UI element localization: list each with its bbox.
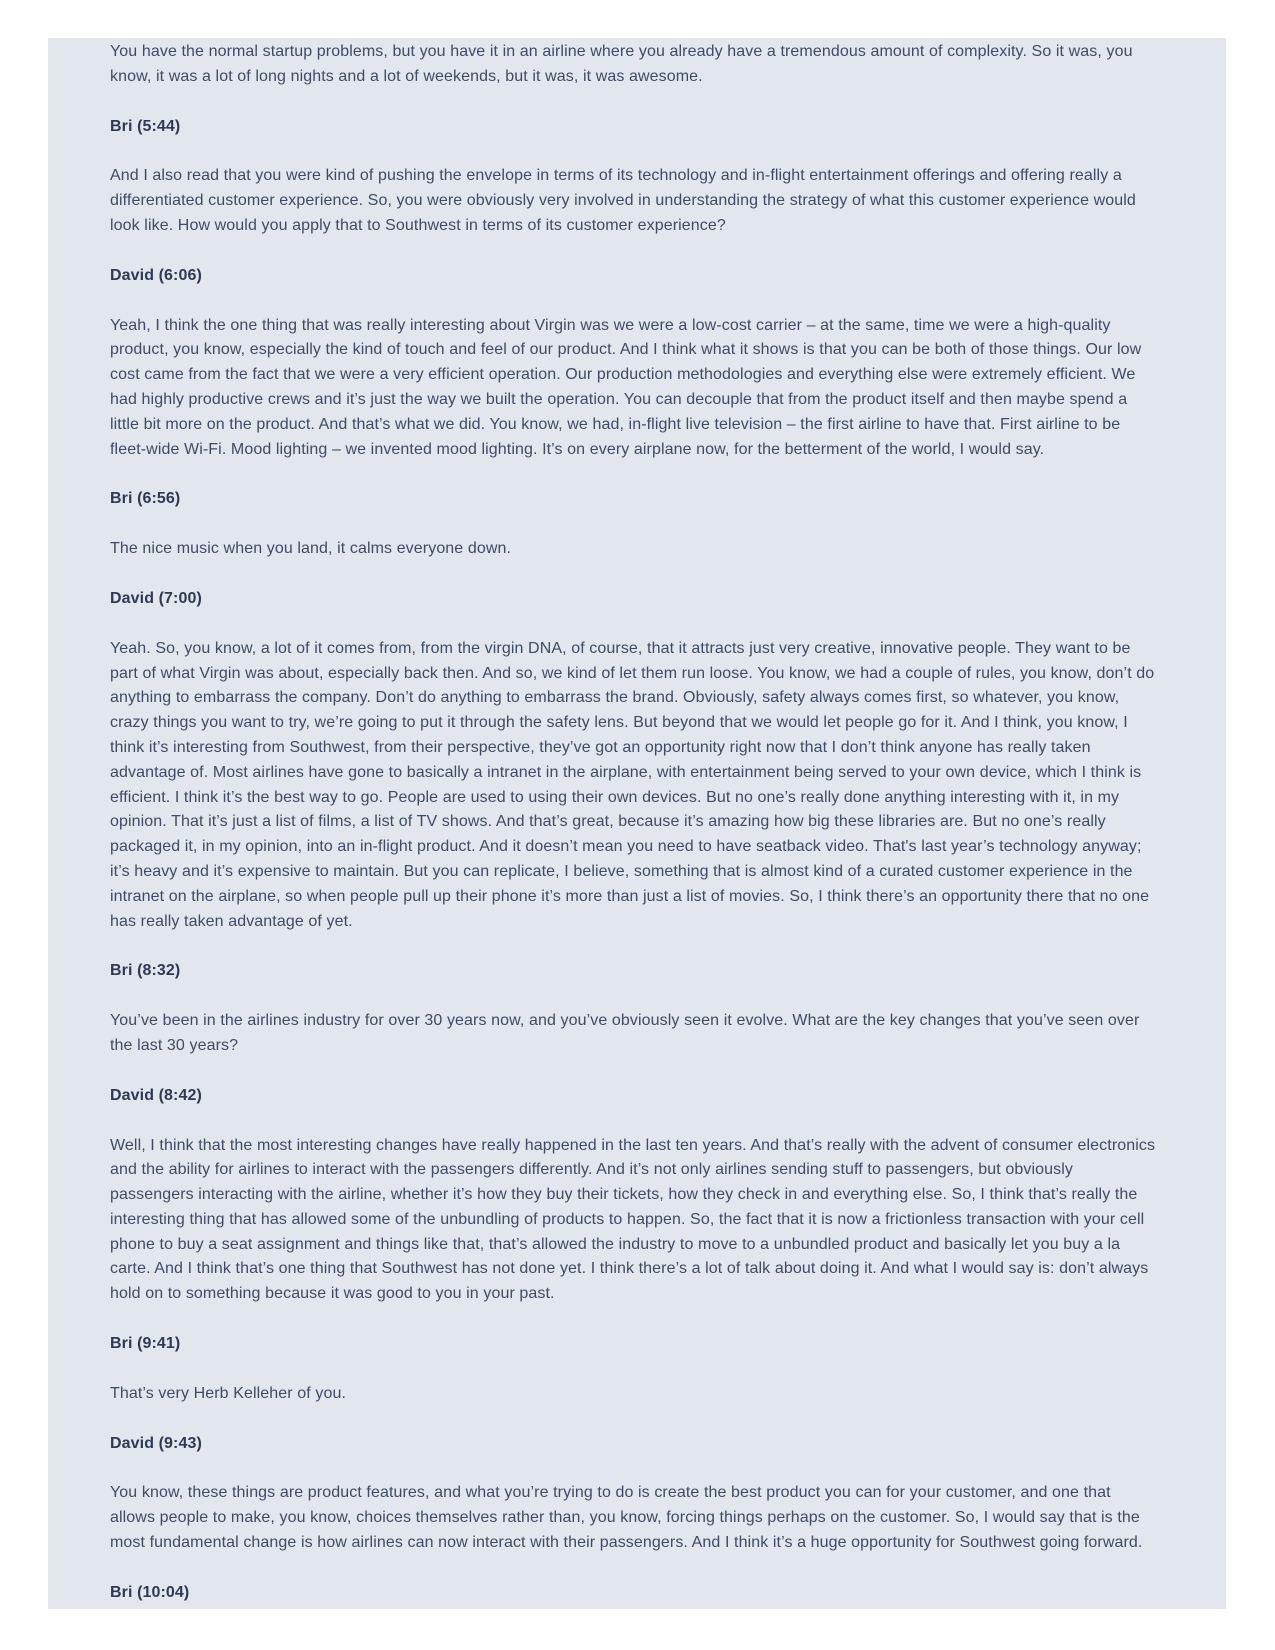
transcript-paragraph: You’ve been in the airlines industry for over 30 years now, and you’ve obviously seen it evolve. What are the key changes that you’ve seen over the last 30 years?: [110, 1012, 1140, 1054]
transcript-paragraph: That’s very Herb Kelleher of you.: [110, 1384, 347, 1402]
speaker-heading: David (8:42): [110, 1086, 202, 1104]
transcript-paragraph: Yeah, I think the one thing that was really interesting about Virgin was we were a low-cost carrier – at the same, time we were a high-quality product, you know, especially the kind of touch and feel of our product. And I think what it shows is that you can be both of those things. Our low cost came from the fact that we were a very efficient operation. Our production methodologies and everything else were extremely efficient. We had highly productive crews and it’s just the way we built the operation. You can decouple that from the product itself and then maybe spend a little bit more on the product. And that’s what we did. You know, we had, in-flight live television – the first airline to have that. First airline to be fleet-wide Wi-Fi. Mood lighting – we invented mood lighting. It’s on every airplane now, for the betterment of the world, I would say.: [110, 316, 1142, 458]
transcript-paragraph: Well, I think that the most interesting changes have really happened in the last ten years. And that’s really with the advent of consumer electronics and the ability for airlines to interact with the passengers differently. And it’s not only airlines sending stuff to passengers, but obviously passengers interacting with the airline, whether it’s how they buy their tickets, how they check in and everything else. So, I think that’s really the interesting thing that has allowed some of the unbundling of products to happen. So, the fact that it is now a frictionless transaction with your cell phone to buy a seat assignment and things like that, that’s allowed the industry to move to a unbundled product and basically let you buy a la carte. And I think that’s one thing that Southwest has not done yet. I think there’s a lot of talk about doing it. And what I would say is: don’t always hold on to something because it was good to you in your past.: [110, 1136, 1156, 1303]
speaker-heading: Bri (5:44): [110, 117, 181, 135]
speaker-heading: David (9:43): [110, 1434, 202, 1452]
speaker-heading: David (6:06): [110, 266, 202, 284]
speaker-heading: Bri (6:56): [110, 490, 181, 508]
transcript-paragraph: The nice music when you land, it calms everyone down.: [110, 540, 512, 558]
transcript-paragraph: You know, these things are product features, and what you’re trying to do is create the best product you can for your customer, and one that allows people to make, you know, choices themselves rather than, you know, forcing things perhaps on the customer. So, I would say that is the most fundamental change is how airlines can now interact with their passengers. And I think it’s a huge opportunity for Southwest going forward.: [110, 1484, 1143, 1552]
speaker-heading: Bri (10:04): [110, 1583, 190, 1601]
speaker-heading: Bri (9:41): [110, 1335, 181, 1353]
speaker-heading: David (7:00): [110, 589, 202, 607]
transcript-paragraph: And I also read that you were kind of pushing the envelope in terms of its technology and in-flight entertainment offerings and offering really a differentiated customer experience. So, you were obviously very involved in understanding the strategy of what this customer experience would look like. How would you apply that to Southwest in terms of its customer experience?: [110, 167, 1136, 234]
transcript-card: [48, 38, 1226, 1609]
transcript-paragraph: You have the normal startup problems, but you have it in an airline where you already have a tremendous amount of complexity. So it was, you know, it was a lot of long nights and a lot of weekends, but it was, it was awesome.: [110, 43, 1133, 85]
speaker-heading: Bri (8:32): [110, 962, 181, 980]
transcript-paragraph: Yeah. So, you know, a lot of it comes from, from the virgin DNA, of course, that it attracts just very creative, innovative people. They want to be part of what Virgin was about, especially back then. And so, we kind of let them run loose. You know, we had a couple of rules, you know, don’t do anything to embarrass the company. Don’t do anything to embarrass the brand. Obviously, safety always comes first, so whatever, you know, crazy things you want to try, we’re going to put it through the safety lens. But beyond that we would let people go for it. And I think, you know, I think it’s interesting from Southwest, from their perspective, they’ve got an opportunity right now that I don’t think anyone has really taken advantage of. Most airlines have gone to basically a intranet in the airplane, with entertainment being served to your own device, which I think is efficient. I think it’s the best way to go. People are used to using their own devices. But no one’s really done anything interesting with it, in my opinion. That it’s just a list of films, a list of TV shows. And that’s great, because it’s amazing how big these libraries are. But no one’s really packaged it, in my opinion, into an in-flight product. And it doesn’t mean you need to have seatback video. That's last year’s technology anyway; it’s heavy and it’s expensive to maintain. But you can replicate, I believe, something that is almost kind of a curated customer experience in the intranet on the airplane, so when people pull up their phone it’s more than just a list of movies. So, I think there’s an opportunity there that no one has really taken advantage of yet.: [110, 639, 1155, 930]
transcript-content: [110, 40, 1160, 1606]
